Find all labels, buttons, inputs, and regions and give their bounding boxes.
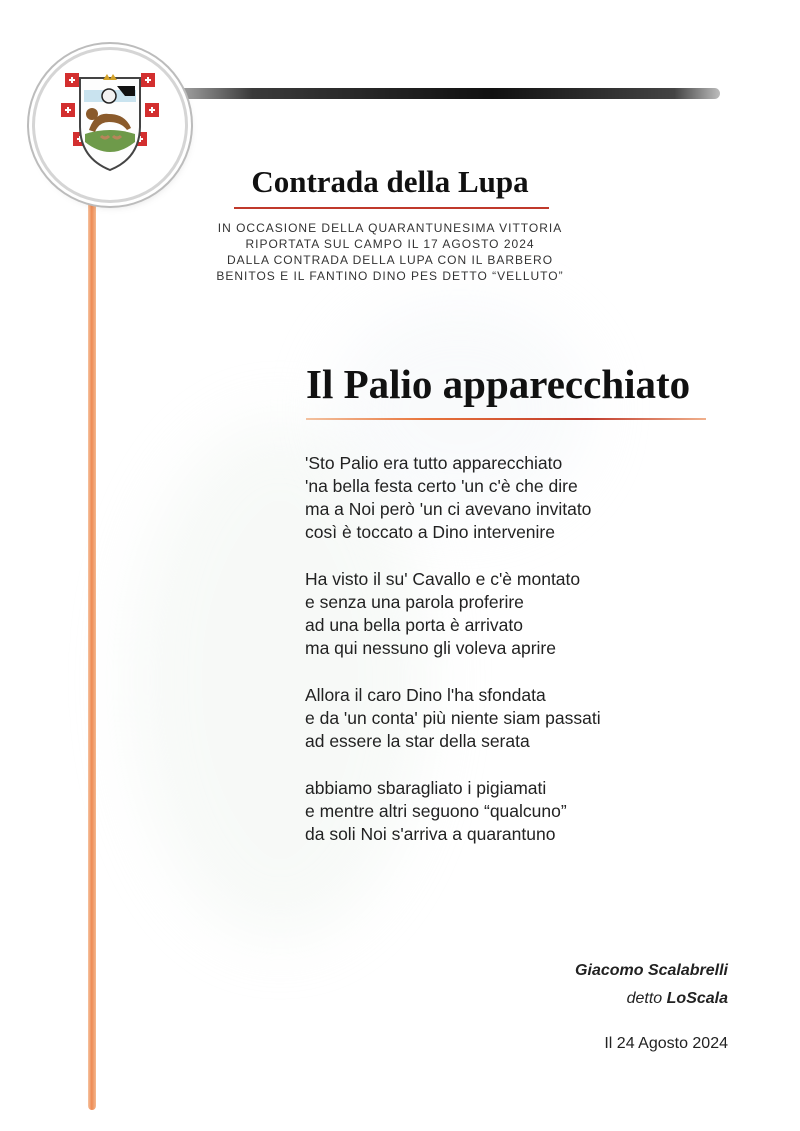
- occasion-line: DALLA CONTRADA DELLA LUPA CON IL BARBERO: [226, 253, 554, 267]
- verse-line: Allora il caro Dino l'ha sfondata: [305, 685, 546, 705]
- orange-vertical-rule: [88, 150, 96, 1110]
- verse-line: ma qui nessuno gli voleva aprire: [305, 638, 556, 658]
- stanza: [305, 684, 755, 753]
- author-alias: [575, 985, 728, 1013]
- stanza: [305, 777, 755, 846]
- verse-line: Ha visto il su' Cavallo e c'è montato: [305, 569, 581, 589]
- occasion-line: BENITOS E IL FANTINO DINO PES DETTO “VELLUTO”: [216, 269, 564, 283]
- contrada-seal: [35, 50, 185, 200]
- signature-block: [575, 957, 728, 1013]
- author-name: Giacomo Scalabrelli: [575, 962, 728, 979]
- verse-line: e da 'un conta' più niente siam passati: [305, 708, 601, 728]
- occasion-line: IN OCCASIONE DELLA QUARANTUNESIMA VITTORIA: [217, 221, 563, 235]
- stanza: [305, 452, 755, 544]
- verse-line: così è toccato a Dino intervenire: [305, 522, 555, 542]
- organization-underline: [234, 207, 549, 209]
- stanza: [305, 568, 755, 660]
- verse-line: da soli Noi s'arriva a quarantuno: [305, 824, 556, 844]
- title-underline: [306, 418, 706, 420]
- verse-line: ad una bella porta è arrivato: [305, 615, 523, 635]
- verse-line: abbiamo sbaragliato i pigiamati: [305, 778, 547, 798]
- verse-line: ma a Noi però 'un ci avevano invitato: [305, 499, 592, 519]
- verse-line: e senza una parola proferire: [305, 592, 524, 612]
- occasion-line: RIPORTATA SUL CAMPO IL 17 AGOSTO 2024: [245, 237, 535, 251]
- document-date: Il 24 Agosto 2024: [604, 1035, 728, 1052]
- verse-line: 'Sto Palio era tutto apparecchiato: [305, 453, 563, 473]
- black-horizontal-rule: [150, 88, 720, 99]
- verse-line: 'na bella festa certo 'un c'è che dire: [305, 476, 578, 496]
- poem-title: Il Palio apparecchiato: [306, 361, 691, 407]
- verse-line: e mentre altri seguono “qualcuno”: [305, 801, 567, 821]
- verse-line: ad essere la star della serata: [305, 731, 530, 751]
- poem-body: [305, 452, 755, 870]
- alias-prefix: detto: [626, 990, 663, 1007]
- lupa-coat-of-arms-icon: [35, 50, 185, 200]
- occasion-text: [190, 220, 590, 284]
- organization-name: Contrada della Lupa: [251, 164, 529, 199]
- alias-name: LoScala: [666, 990, 728, 1007]
